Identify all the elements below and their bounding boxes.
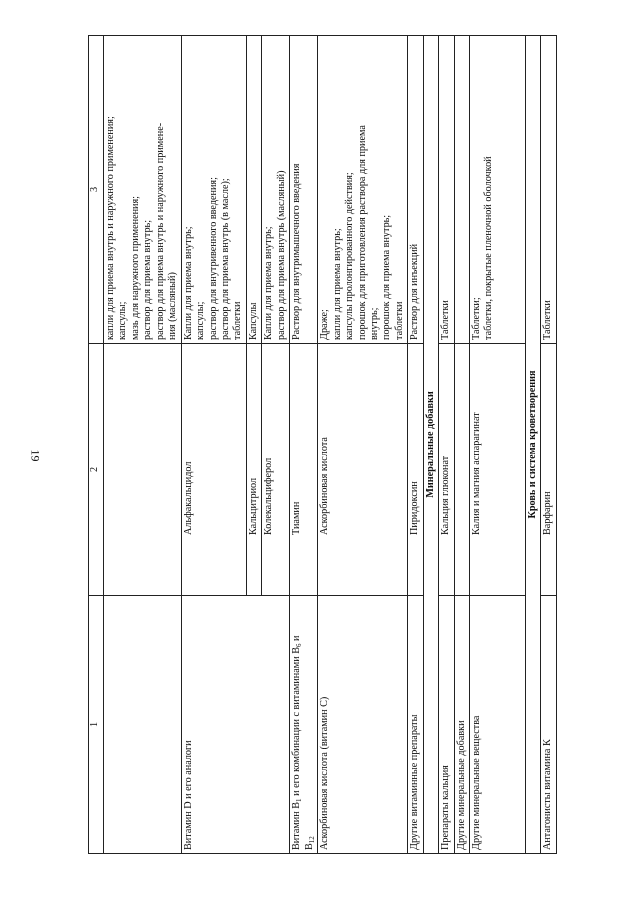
- header-col1: 1: [89, 596, 104, 854]
- form-line: таблетки: [393, 301, 405, 340]
- drug-cell: Колекальциферол: [262, 344, 290, 596]
- form-line: Таблетки: [542, 300, 554, 340]
- subscript: 6: [295, 643, 304, 647]
- group-text: B: [303, 843, 315, 850]
- table-row: [541, 36, 556, 854]
- group-cell: Препараты кальция: [439, 596, 454, 854]
- table-row: [290, 36, 318, 854]
- form-cell: [408, 36, 423, 344]
- form-line: капсулы;: [117, 301, 129, 340]
- drug-cell: Варфарин: [541, 344, 556, 596]
- section-row: [526, 36, 541, 854]
- header-col3: 3: [89, 36, 104, 344]
- section-row: [423, 36, 438, 854]
- form-line: Капсулы: [247, 302, 259, 340]
- form-line: Капли для приема внутрь;: [182, 226, 194, 340]
- form-cell: [439, 36, 454, 344]
- form-cell: [541, 36, 556, 344]
- group-cell: Другие минеральные добавки: [454, 596, 469, 854]
- group-cell: Другие минеральные вещества: [470, 596, 526, 854]
- form-line: Таблетки: [440, 300, 452, 340]
- table-row: [104, 36, 182, 854]
- form-line: порошок для приготовления раствора для приема: [356, 125, 368, 340]
- table-header-row: [89, 36, 104, 854]
- group-cell: [104, 596, 182, 854]
- drug-cell: Кальцитриол: [246, 344, 261, 596]
- form-cell: [318, 36, 408, 344]
- drug-cell: [104, 344, 182, 596]
- form-line: капсулы;: [195, 301, 207, 340]
- group-cell: Витамин D и его аналоги: [181, 596, 290, 854]
- form-line: раствор для приема внутрь и наружного примене-: [154, 122, 166, 340]
- form-line: Раствор для внутримышечного введения: [291, 163, 303, 340]
- form-line: порошок для приема внутрь;: [381, 214, 393, 340]
- form-cell: [290, 36, 318, 344]
- form-cell: [454, 36, 469, 344]
- table-row: [470, 36, 526, 854]
- table-row: [181, 36, 246, 854]
- group-text: Витамин B: [291, 801, 303, 850]
- table-row: [408, 36, 423, 854]
- table-row: [454, 36, 469, 854]
- form-line: Раствор для инъекций: [409, 243, 421, 340]
- subscript: 12: [307, 836, 316, 844]
- form-line: внутрь;: [368, 307, 380, 340]
- form-line: таблетки, покрытые пленочной оболочкой: [483, 156, 495, 340]
- group-cell: Аскорбиновая кислота (витамин С): [318, 596, 408, 854]
- form-line: Капли для приема внутрь;: [263, 226, 275, 340]
- form-cell: [262, 36, 290, 344]
- group-text: и: [291, 635, 303, 644]
- form-cell: [246, 36, 261, 344]
- form-cell: [181, 36, 246, 344]
- form-line: ния (масляный): [167, 272, 179, 340]
- drug-cell: Аскорбиновая кислота: [318, 344, 408, 596]
- form-line: капсулы пролонгированного действия;: [344, 172, 356, 340]
- drug-cell: [454, 344, 469, 596]
- table-row: [439, 36, 454, 854]
- page-number: 19: [28, 449, 43, 462]
- form-line: раствор для приема внутрь (в масле);: [219, 178, 231, 340]
- table-row: [318, 36, 408, 854]
- group-cell: [290, 596, 318, 854]
- form-line: капли для приема внутрь и наружного применения;: [105, 116, 116, 340]
- drug-cell: Калия и магния аспарагинат: [470, 344, 526, 596]
- medication-table: [88, 35, 557, 854]
- form-line: Драже;: [319, 309, 331, 340]
- form-line: раствор для внутривенного введения;: [207, 177, 219, 340]
- form-line: капли для приема внутрь;: [331, 228, 343, 340]
- drug-cell: Пиридоксин: [408, 344, 423, 596]
- header-col2: 2: [89, 344, 104, 596]
- group-cell: Другие витаминные препараты: [408, 596, 423, 854]
- section-title: Минеральные добавки: [423, 36, 438, 854]
- form-line: раствор для приема внутрь;: [142, 219, 154, 340]
- section-title: Кровь и система кроветворения: [526, 36, 541, 854]
- rotated-page-content: [88, 36, 558, 854]
- form-line: раствор для приема внутрь (масляный): [275, 170, 287, 340]
- form-cell: [470, 36, 526, 344]
- drug-cell: Тиамин: [290, 344, 318, 596]
- form-line: таблетки: [232, 301, 244, 340]
- group-cell: Антагонисты витамина К: [541, 596, 556, 854]
- form-cell: [104, 36, 182, 344]
- drug-cell: Альфакальцидол: [181, 344, 246, 596]
- form-line: Таблетки;: [471, 297, 482, 340]
- form-line: мазь для наружного применения;: [129, 195, 141, 340]
- drug-cell: Кальция глюконат: [439, 344, 454, 596]
- subscript: 1: [295, 798, 304, 802]
- group-text: и его комбинации с витаминами B: [291, 646, 303, 799]
